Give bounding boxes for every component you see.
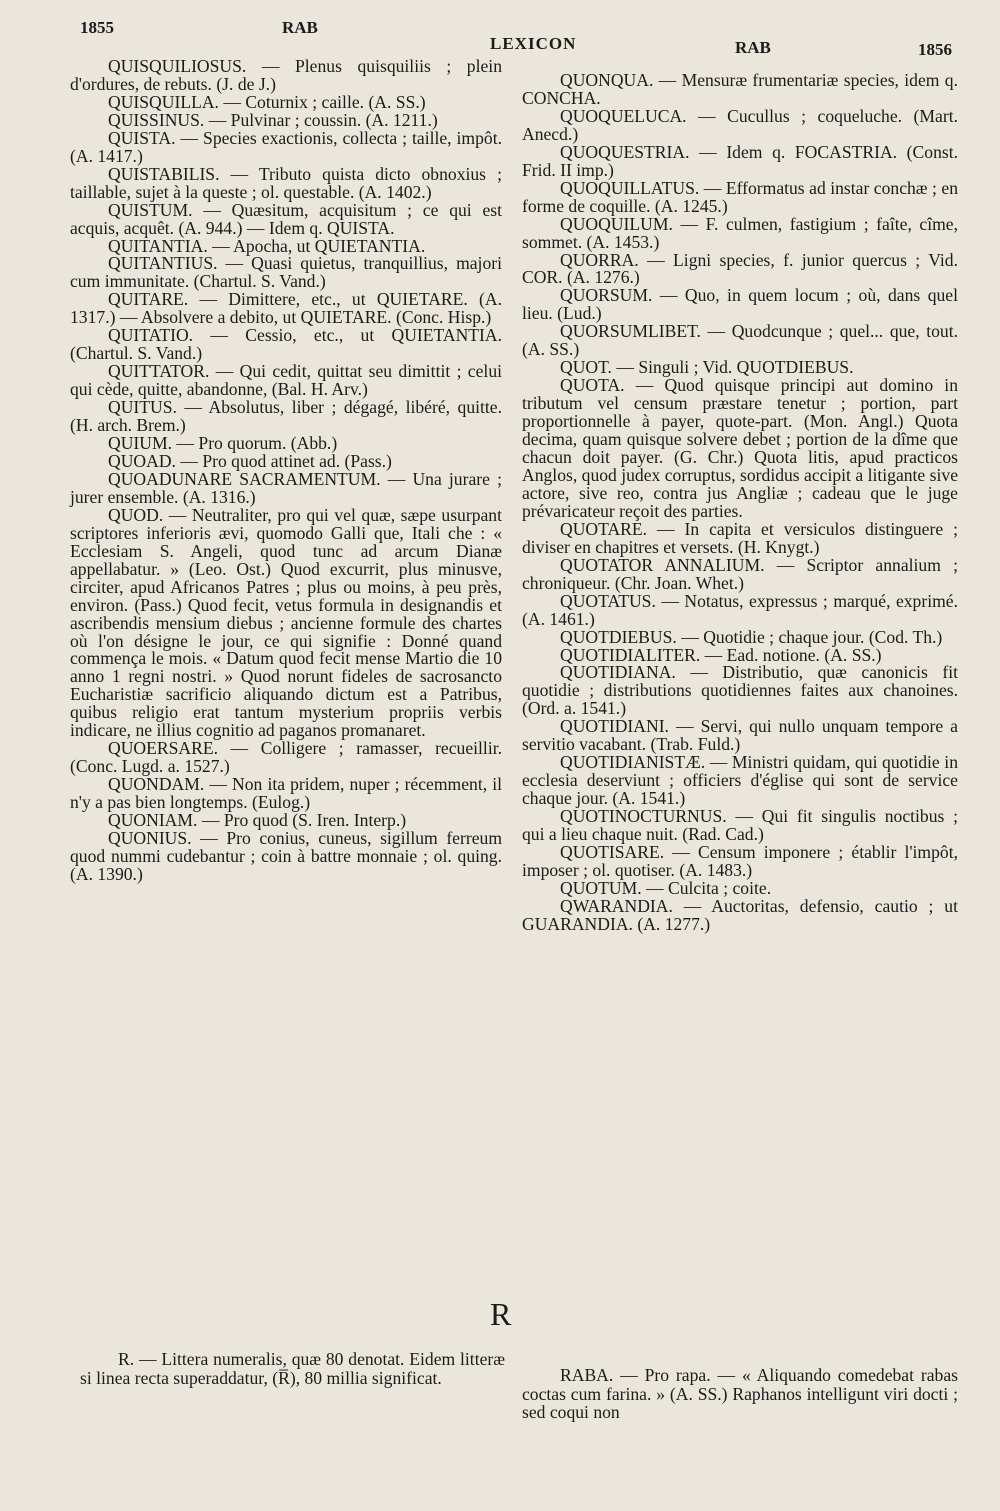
entry: QUONDAM. — Non ita pridem, nuper ; récemment, il n'y a pas bien longtemps. (Eulog.) (70, 774, 502, 813)
entry: QUISTABILIS. — Tributo quista dicto obnoxius ; taillable, sujet à la queste ; ol. questable. (A. 1402.) (70, 163, 502, 202)
entry: QUISQUILIOSUS. — Plenus quisquiliis ; plein d'ordures, de rebuts. (J. de J.) (70, 56, 502, 94)
right-column (522, 72, 958, 934)
page-number-right: 1856 (918, 40, 952, 59)
entry: QUITTATOR. — Qui cedit, quittat seu dimittit ; celui qui cède, quitte, abandonne, (Bal. H. Arv.) (70, 361, 502, 400)
entry: QUISQUILLA. — Coturnix ; caille. (A. SS.) (108, 91, 426, 112)
entry: QUOTATUS. — Notatus, expressus ; marqué, exprimé. (A. 1461.) (522, 590, 958, 629)
entry: QUOD. — Neutraliter, pro qui vel quæ, sæpe usurpant scriptores inferioris ævi, quomodo Galli que, Itali che : « Ecclesiam S. Angeli, quod tunc ad arcum Dianæ appellabatur. » (Leo. Ost.) Quod excurrit, plus minusve, circiter, apud Africanos Patres ; plus ou moins, à peu près, environ. (Pass.) Quod fecit, vetus formula in designandis et ascribendis mensium diebus ; ancienne formule des chartes où l'on désigne le jour, ce qui signifie : Donné quand commença le mois. « Datum quod fecit mense Martio die 10 anno 1 regni nostri. » Quod norunt fideles de sacrosancto Eucharistiæ sacrificio aliquando dictum est a Patribus, quibus religio erat tantum mysterium propriis verbis indicare, ne illius cognitio ad paganos promanaret. (70, 504, 502, 741)
entry: QUOTISARE. — Censum imponere ; établir l'impôt, imposer ; ol. quotiser. (A. 1483.) (522, 841, 958, 880)
entry: QUITATIO. — Cessio, etc., ut QUIETANTIA. (Chartul. S. Vand.) (70, 325, 502, 364)
entry: R. — Littera numeralis, quæ 80 denotat. Eidem litteræ si linea recta superaddatur, (R̅), 80 millia significat. (80, 1349, 505, 1388)
entry: QUOQUESTRIA. — Idem q. FOCASTRIA. (Const. Frid. II imp.) (522, 141, 958, 180)
entry: QUOTIDIANI. — Servi, qui nullo unquam tempore a servitio vacabant. (Trab. Fuld.) (522, 716, 958, 755)
entry: QWARANDIA. — Auctoritas, defensio, cautio ; ut GUARANDIA. (A. 1277.) (522, 895, 958, 934)
entry: QUOQUELUCA. — Cucullus ; coqueluche. (Mart. Anecd.) (522, 105, 958, 144)
left-column (70, 58, 502, 884)
entry: QUOTUM. — Culcita ; coite. (560, 877, 772, 898)
entry: QUOAD. — Pro quod attinet ad. (Pass.) (108, 450, 392, 471)
entry: QUOQUILUM. — F. culmen, fastigium ; faîte, cîme, sommet. (A. 1453.) (522, 213, 958, 252)
entry: QUOTINOCTURNUS. — Qui fit singulis noctibus ; qui a lieu chaque nuit. (Rad. Cad.) (522, 806, 958, 845)
entry: QUOTDIEBUS. — Quotidie ; chaque jour. (Cod. Th.) (560, 626, 943, 647)
entry: QUITARE. — Dimittere, etc., ut QUIETARE. (A. 1317.) — Absolvere a debito, ut QUIETARE. (Conc. Hisp.) (70, 289, 502, 328)
entry: QUOTIDIALITER. — Ead. notione. (A. SS.) (560, 644, 882, 665)
entry: QUOTIDIANISTÆ. — Ministri quidam, qui quotidie in ecclesia deserviunt ; officiers d'église qui sont de service chaque jour. (A. 1541.) (522, 752, 958, 809)
entry: QUISTA. — Species exactionis, collecta ; taille, impôt. (A. 1417.) (70, 127, 502, 166)
running-head-left: RAB (282, 18, 318, 37)
entry: QUONIUS. — Pro conius, cuneus, sigillum ferreum quod nummi cudebantur ; coin à battre monnaie ; ol. quing. (A. 1390.) (70, 827, 502, 884)
entry: QUITUS. — Absolutus, liber ; dégagé, libéré, quitte. (H. arch. Brem.) (70, 397, 502, 436)
entry: QUOADUNARE SACRAMENTUM. — Una jurare ; jurer ensemble. (A. 1316.) (70, 468, 502, 507)
entry: QUOTIDIANA. — Distributio, quæ canonicis fit quotidie ; distributions quotidiennes faites aux chanoines. (Ord. a. 1541.) (522, 662, 958, 719)
entry: QUOT. — Singuli ; Vid. QUOTDIEBUS. (560, 357, 854, 378)
entry: QUORSUM. — Quo, in quem locum ; où, dans quel lieu. (Lud.) (522, 285, 958, 324)
entry: RABA. — Pro rapa. — « Aliquando comedebat rabas coctas cum farina. » (A. SS.) Raphanos intelligunt viri docti ; sed coqui non (522, 1365, 958, 1422)
entry: QUOTATOR ANNALIUM. — Scriptor annalium ; chroniqueur. (Chr. Joan. Whet.) (522, 554, 958, 593)
entry: QUITANTIA. — Apocha, ut QUIETANTIA. (108, 235, 426, 256)
entry: QUORSUMLIBET. — Quodcunque ; quel... que, tout. (A. SS.) (522, 321, 958, 360)
page-number-left: 1855 (80, 18, 114, 37)
entry: QUIUM. — Pro quorum. (Abb.) (108, 433, 338, 454)
entry: QUOQUILLATUS. — Efformatus ad instar conchæ ; en forme de coquille. (A. 1245.) (522, 177, 958, 216)
entry: QUOTA. — Quod quisque principi aut domino in tributum vel censum præstare tenetur ; portion, part proportionnelle à payer, quote-part. (Mon. Angl.) Quota decima, quam quisque solvere debet ; portion de la dîme que chacun doit payer. (G. Chr.) Quota litis, apud practicos Anglos, quod judex corruptus, sordidus accipit a litigante sive actore, sive reo, contra jus Angliæ ; cadeau que le juge prévaricateur reçoit des parties. (522, 375, 958, 521)
entry: QUORRA. — Ligni species, f. junior quercus ; Vid. COR. (A. 1276.) (522, 249, 958, 288)
bottom-right-column (522, 1366, 958, 1422)
entry: QUISTUM. — Quæsitum, acquisitum ; ce qui est acquis, acquêt. (A. 944.) — Idem q. QUISTA. (70, 199, 502, 238)
section-letter: R (490, 1296, 512, 1332)
entry: QUOTARE. — In capita et versiculos distinguere ; diviser en chapitres et versets. (H. Knygt.) (522, 518, 958, 557)
entry: QUOERSARE. — Colligere ; ramasser, recueillir. (Conc. Lugd. a. 1527.) (70, 738, 502, 777)
entry: QUISSINUS. — Pulvinar ; coussin. (A. 1211.) (108, 109, 438, 130)
running-head-right: RAB (735, 38, 771, 57)
entry: QUONQUA. — Mensuræ frumentariæ species, idem q. CONCHA. (522, 70, 958, 108)
bottom-left-column (80, 1350, 505, 1387)
running-head-center: LEXICON (490, 34, 577, 53)
entry: QUITANTIUS. — Quasi quietus, tranquillius, majori cum immunitate. (Chartul. S. Vand.) (70, 253, 502, 292)
entry: QUONIAM. — Pro quod (S. Iren. Interp.) (108, 810, 407, 831)
